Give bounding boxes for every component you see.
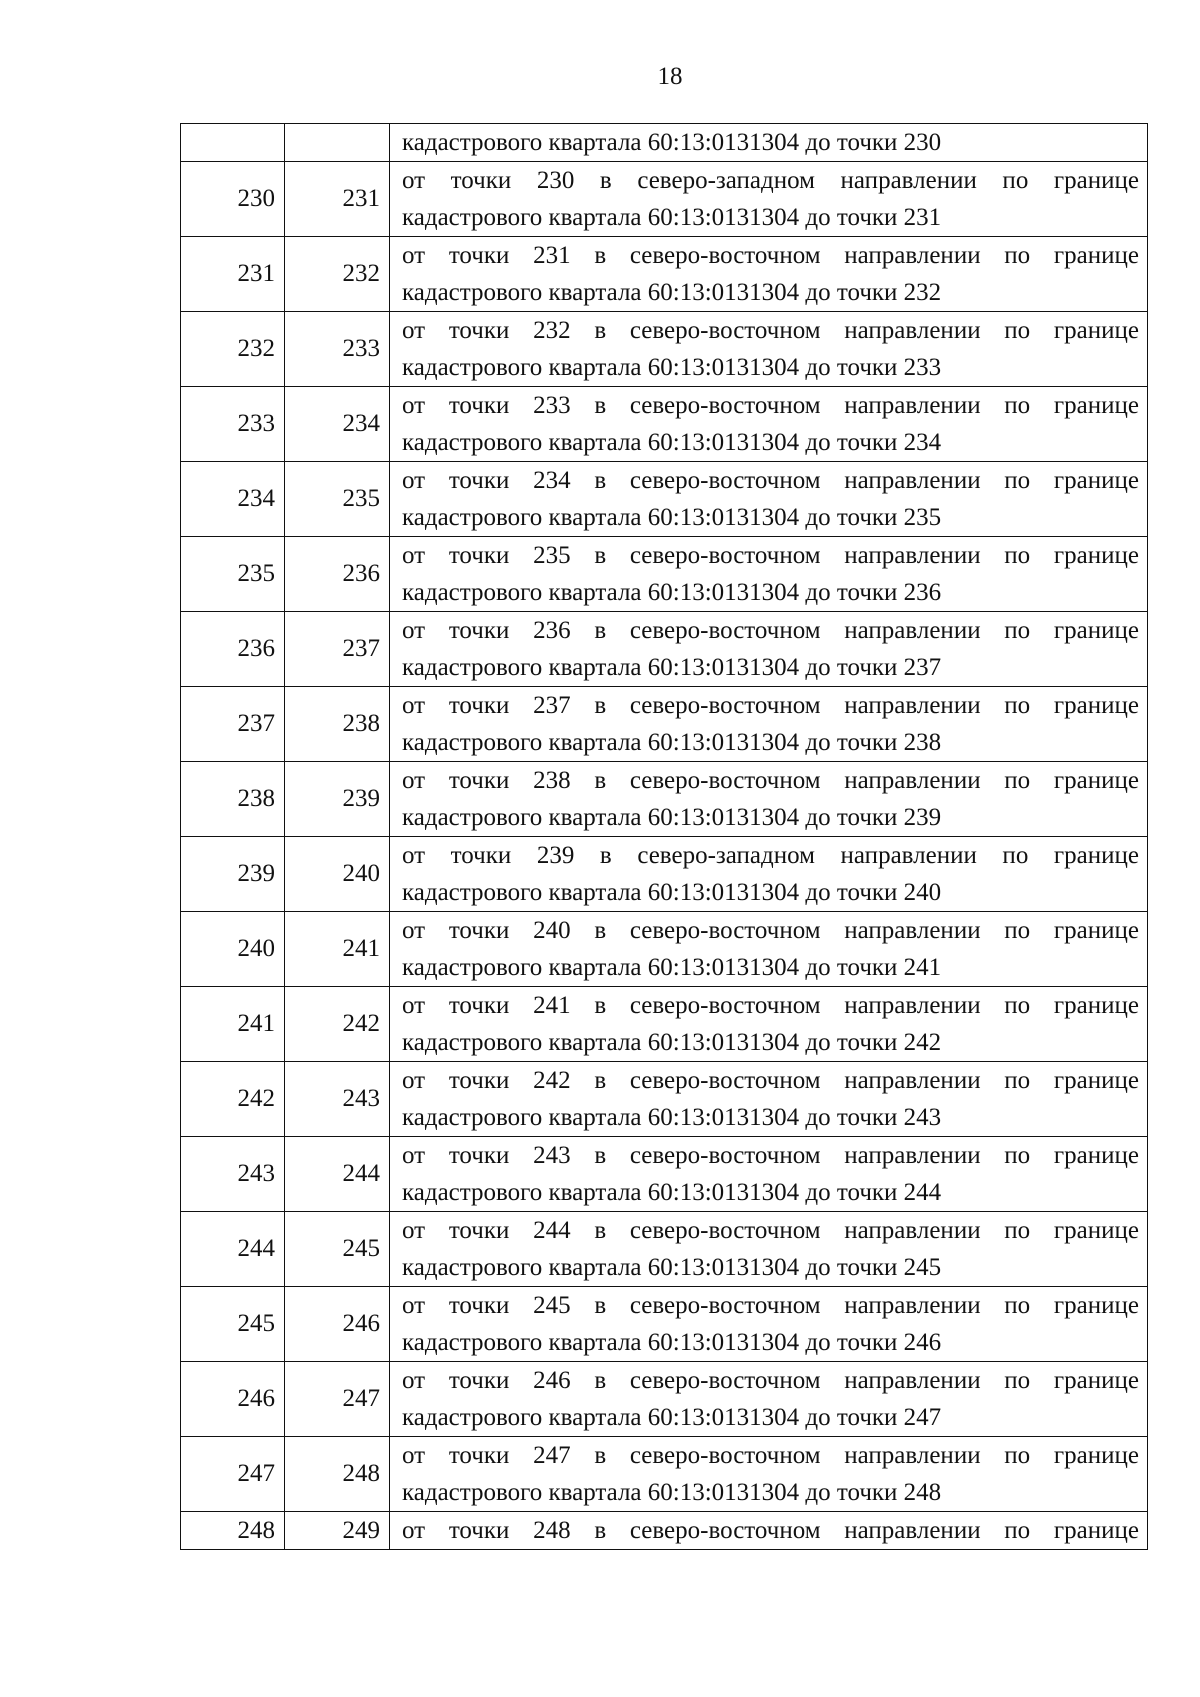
- description-cell: [390, 237, 1148, 312]
- description-line: от точки 247 в северо-восточном направлении по границе: [402, 1442, 1139, 1469]
- description-cell: [390, 162, 1148, 237]
- table-row: [181, 387, 1148, 462]
- table-row: [181, 912, 1148, 987]
- description-cell: [390, 687, 1148, 762]
- from-point-cell: 233: [181, 387, 285, 462]
- table-row: [181, 237, 1148, 312]
- description-line: кадастрового квартала 60:13:0131304 до точки 231: [402, 204, 942, 231]
- table-row: [181, 687, 1148, 762]
- description-line: кадастрового квартала 60:13:0131304 до точки 236: [402, 579, 942, 606]
- table-row: [181, 124, 1148, 162]
- to-point-cell: 240: [285, 837, 390, 912]
- from-point-cell: 238: [181, 762, 285, 837]
- description-cell: [390, 987, 1148, 1062]
- table-row: [181, 1287, 1148, 1362]
- description-line: кадастрового квартала 60:13:0131304 до точки 235: [402, 504, 942, 531]
- from-point-cell: 231: [181, 237, 285, 312]
- to-point-cell: 238: [285, 687, 390, 762]
- description-cell: [390, 462, 1148, 537]
- description-cell: [390, 912, 1148, 987]
- description-cell: [390, 312, 1148, 387]
- from-point-cell: 242: [181, 1062, 285, 1137]
- to-point-cell: 231: [285, 162, 390, 237]
- table-row: [181, 1212, 1148, 1287]
- description-line: кадастрового квартала 60:13:0131304 до точки 240: [402, 879, 942, 906]
- to-point-cell: 232: [285, 237, 390, 312]
- description-line: от точки 248 в северо-восточном направлении по границе: [402, 1517, 1139, 1544]
- to-point-cell: 235: [285, 462, 390, 537]
- table-row: [181, 1512, 1148, 1550]
- description-cell: [390, 1062, 1148, 1137]
- description-line: от точки 241 в северо-восточном направлении по границе: [402, 992, 1139, 1019]
- description-line: кадастрового квартала 60:13:0131304 до точки 245: [402, 1254, 942, 1281]
- table-row: [181, 612, 1148, 687]
- boundary-points-table: [180, 123, 1148, 1550]
- to-point-cell: 239: [285, 762, 390, 837]
- description-cell: [390, 124, 1148, 162]
- table-row: [181, 1137, 1148, 1212]
- description-line: от точки 232 в северо-восточном направлении по границе: [402, 317, 1139, 344]
- from-point-cell: 235: [181, 537, 285, 612]
- description-line: кадастрового квартала 60:13:0131304 до точки 243: [402, 1104, 942, 1131]
- from-point-cell: 243: [181, 1137, 285, 1212]
- description-line: от точки 230 в северо-западном направлении по границе: [402, 167, 1139, 194]
- description-cell: [390, 1137, 1148, 1212]
- to-point-cell: 241: [285, 912, 390, 987]
- description-cell: [390, 537, 1148, 612]
- table-row: [181, 987, 1148, 1062]
- description-line: кадастрового квартала 60:13:0131304 до точки 230: [402, 129, 942, 156]
- from-point-cell: 245: [181, 1287, 285, 1362]
- description-line: от точки 242 в северо-восточном направлении по границе: [402, 1067, 1139, 1094]
- description-line: кадастрового квартала 60:13:0131304 до точки 244: [402, 1179, 942, 1206]
- description-line: кадастрового квартала 60:13:0131304 до точки 239: [402, 804, 942, 831]
- description-line: от точки 244 в северо-восточном направлении по границе: [402, 1217, 1139, 1244]
- to-point-cell: 236: [285, 537, 390, 612]
- from-point-cell: [181, 124, 285, 162]
- table-row: [181, 537, 1148, 612]
- to-point-cell: 233: [285, 312, 390, 387]
- table-body: [181, 124, 1148, 1550]
- to-point-cell: 249: [285, 1512, 390, 1550]
- description-line: от точки 240 в северо-восточном направлении по границе: [402, 917, 1139, 944]
- from-point-cell: 239: [181, 837, 285, 912]
- table-row: [181, 1362, 1148, 1437]
- from-point-cell: 247: [181, 1437, 285, 1512]
- to-point-cell: 245: [285, 1212, 390, 1287]
- description-cell: [390, 1362, 1148, 1437]
- from-point-cell: 234: [181, 462, 285, 537]
- table-row: [181, 462, 1148, 537]
- from-point-cell: 244: [181, 1212, 285, 1287]
- table-row: [181, 312, 1148, 387]
- to-point-cell: 247: [285, 1362, 390, 1437]
- table-row: [181, 762, 1148, 837]
- description-line: от точки 233 в северо-восточном направлении по границе: [402, 392, 1139, 419]
- from-point-cell: 237: [181, 687, 285, 762]
- page-number: 18: [657, 63, 683, 90]
- description-cell: [390, 837, 1148, 912]
- table-row: [181, 837, 1148, 912]
- from-point-cell: 236: [181, 612, 285, 687]
- to-point-cell: [285, 124, 390, 162]
- description-cell: [390, 387, 1148, 462]
- description-line: от точки 245 в северо-восточном направлении по границе: [402, 1292, 1139, 1319]
- description-line: от точки 243 в северо-восточном направлении по границе: [402, 1142, 1139, 1169]
- description-line: кадастрового квартала 60:13:0131304 до точки 242: [402, 1029, 942, 1056]
- table-row: [181, 1062, 1148, 1137]
- from-point-cell: 248: [181, 1512, 285, 1550]
- description-line: от точки 239 в северо-западном направлении по границе: [402, 842, 1139, 869]
- description-line: от точки 231 в северо-восточном направлении по границе: [402, 242, 1139, 269]
- description-cell: [390, 1212, 1148, 1287]
- from-point-cell: 230: [181, 162, 285, 237]
- description-cell: [390, 1437, 1148, 1512]
- table-row: [181, 162, 1148, 237]
- table-row: [181, 1437, 1148, 1512]
- to-point-cell: 246: [285, 1287, 390, 1362]
- description-line: кадастрового квартала 60:13:0131304 до точки 234: [402, 429, 942, 456]
- description-line: кадастрового квартала 60:13:0131304 до точки 248: [402, 1479, 942, 1506]
- description-line: кадастрового квартала 60:13:0131304 до точки 238: [402, 729, 942, 756]
- description-cell: [390, 1512, 1148, 1550]
- description-line: кадастрового квартала 60:13:0131304 до точки 237: [402, 654, 942, 681]
- to-point-cell: 242: [285, 987, 390, 1062]
- description-line: от точки 237 в северо-восточном направлении по границе: [402, 692, 1139, 719]
- to-point-cell: 244: [285, 1137, 390, 1212]
- description-cell: [390, 612, 1148, 687]
- from-point-cell: 246: [181, 1362, 285, 1437]
- description-line: кадастрового квартала 60:13:0131304 до точки 233: [402, 354, 942, 381]
- description-line: от точки 236 в северо-восточном направлении по границе: [402, 617, 1139, 644]
- description-line: кадастрового квартала 60:13:0131304 до точки 241: [402, 954, 942, 981]
- description-cell: [390, 1287, 1148, 1362]
- to-point-cell: 234: [285, 387, 390, 462]
- description-cell: [390, 762, 1148, 837]
- description-line: от точки 235 в северо-восточном направлении по границе: [402, 542, 1139, 569]
- description-line: кадастрового квартала 60:13:0131304 до точки 247: [402, 1404, 942, 1431]
- to-point-cell: 248: [285, 1437, 390, 1512]
- description-line: кадастрового квартала 60:13:0131304 до точки 232: [402, 279, 942, 306]
- from-point-cell: 241: [181, 987, 285, 1062]
- description-line: от точки 234 в северо-восточном направлении по границе: [402, 467, 1139, 494]
- from-point-cell: 232: [181, 312, 285, 387]
- to-point-cell: 237: [285, 612, 390, 687]
- description-line: кадастрового квартала 60:13:0131304 до точки 246: [402, 1329, 942, 1356]
- to-point-cell: 243: [285, 1062, 390, 1137]
- description-line: от точки 238 в северо-восточном направлении по границе: [402, 767, 1139, 794]
- from-point-cell: 240: [181, 912, 285, 987]
- description-line: от точки 246 в северо-восточном направлении по границе: [402, 1367, 1139, 1394]
